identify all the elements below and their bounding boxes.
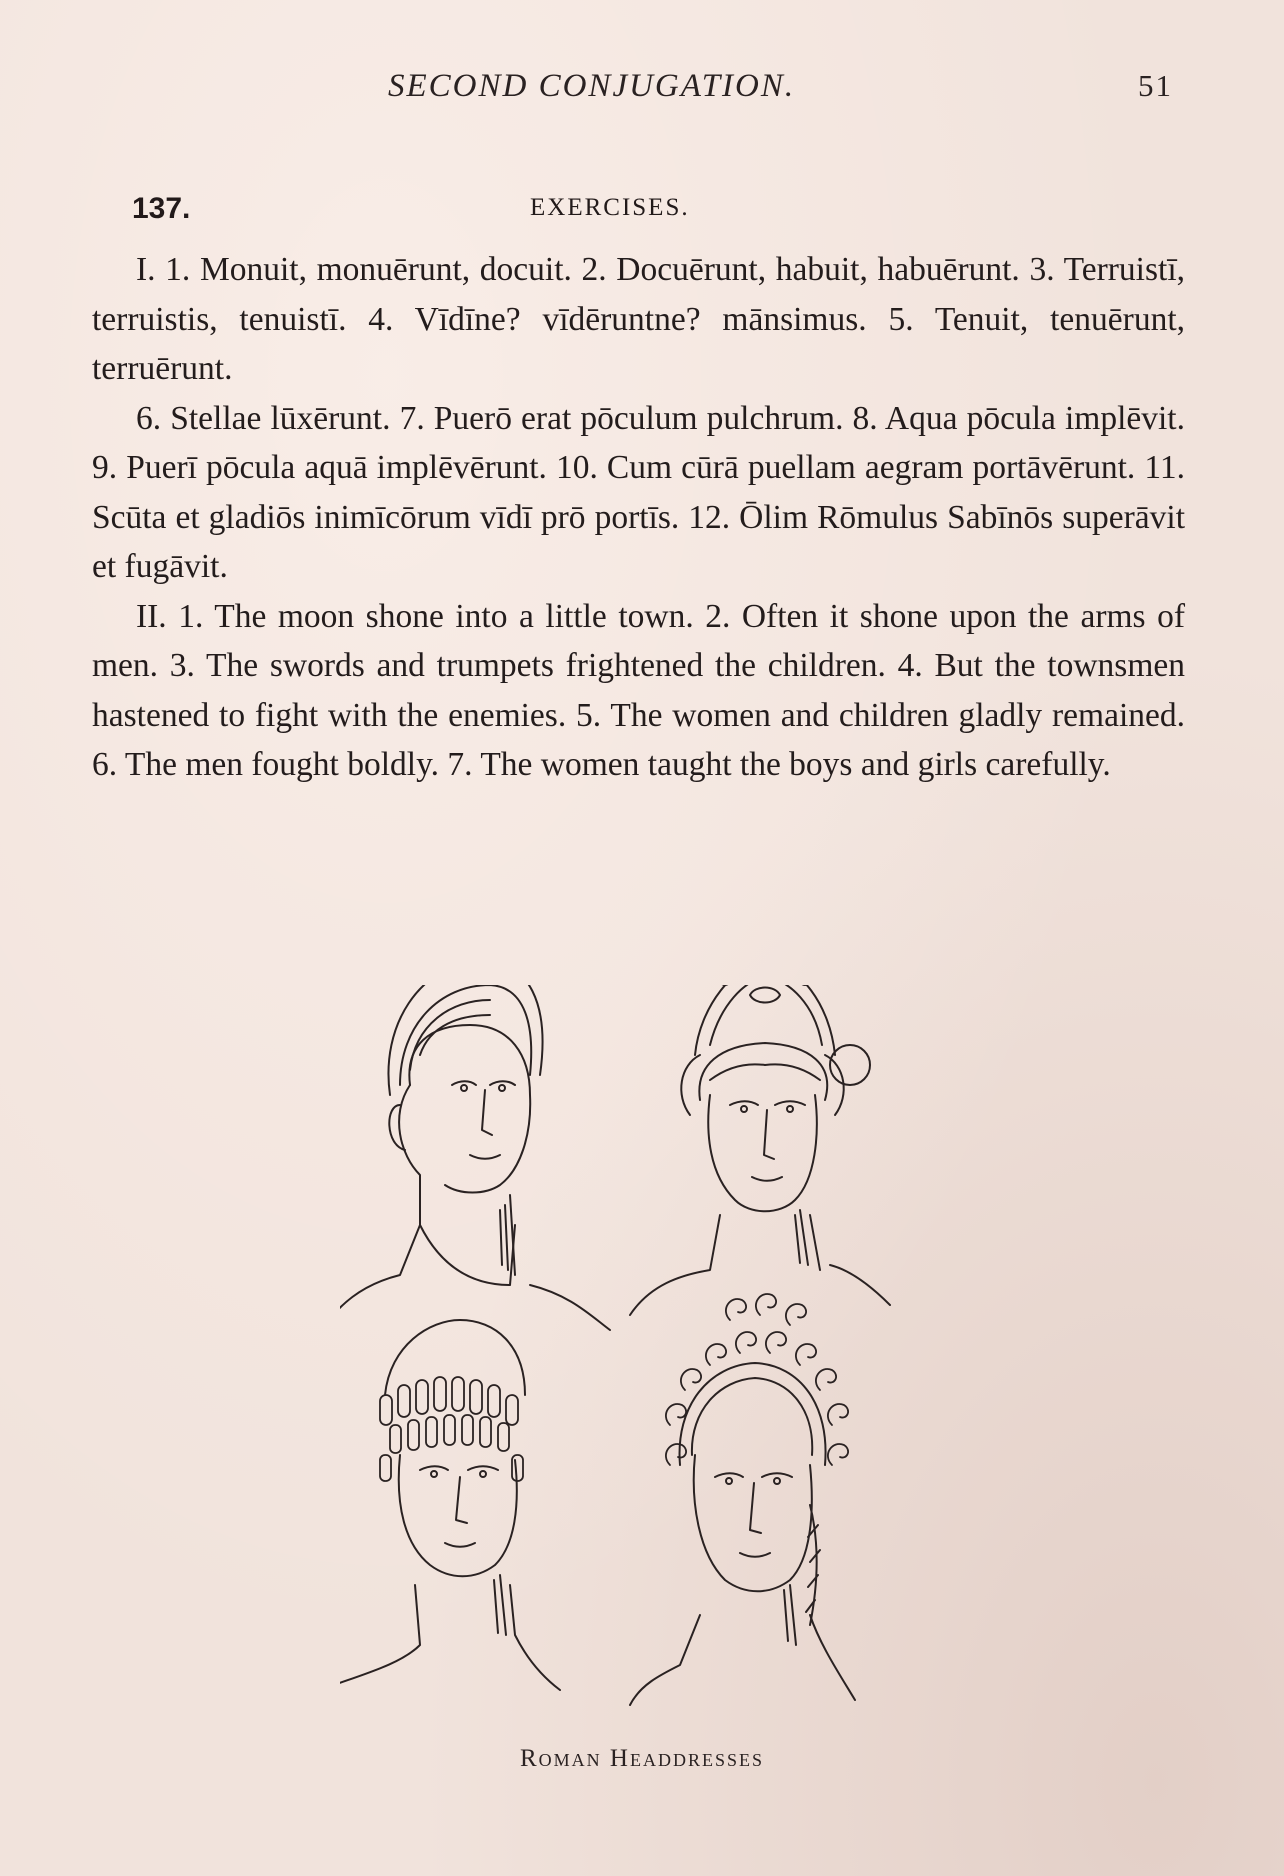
section-number: 137. [132,192,191,225]
running-head: SECOND CONJUGATION. [388,68,796,104]
exercise-text [92,245,1185,790]
exercise-paragraph-latin-1: I. 1. Monuit, monuērunt, docuit. 2. Docuērunt, habuit, habuērunt. 3. Terruistī, terruistis, tenuistī. 4. Vīdīne? vīdēruntne? mānsimus. 5. Tenuit, tenuērunt, terruērunt. [92,251,1185,387]
page-number: 51 [1138,68,1173,103]
exercise-paragraph-english: II. 1. The moon shone into a little town. 2. Often it shone upon the arms of men. 3. The swords and trumpets frightened the children. 4. But the townsmen hastened to fight with the enemies. 5. The women and children gladly remained. 6. The men fought boldly. 7. The women taught the boys and girls carefully. [92,597,1185,783]
head-top-right [630,985,890,1315]
exercise-paragraph-latin-2: 6. Stellae lūxērunt. 7. Puerō erat pōculum pulchrum. 8. Aqua pōcula implēvit. 9. Puerī pōcula aquā implēvērunt. 10. Cum cūrā puellam aegram portāvērunt. 11. Scūta et gladiōs inimīcōrum vīdī prō portīs. 12. Ōlim Rōmulus Sabīnōs superāvit et fugāvit. [92,399,1185,585]
section-heading: EXERCISES. [530,194,690,221]
head-bottom-left [340,1320,560,1690]
roman-headdresses-illustration [340,985,940,1715]
figure-caption: Roman Headdresses [519,1745,764,1772]
head-bottom-right [630,1294,855,1705]
head-top-left [340,985,610,1330]
